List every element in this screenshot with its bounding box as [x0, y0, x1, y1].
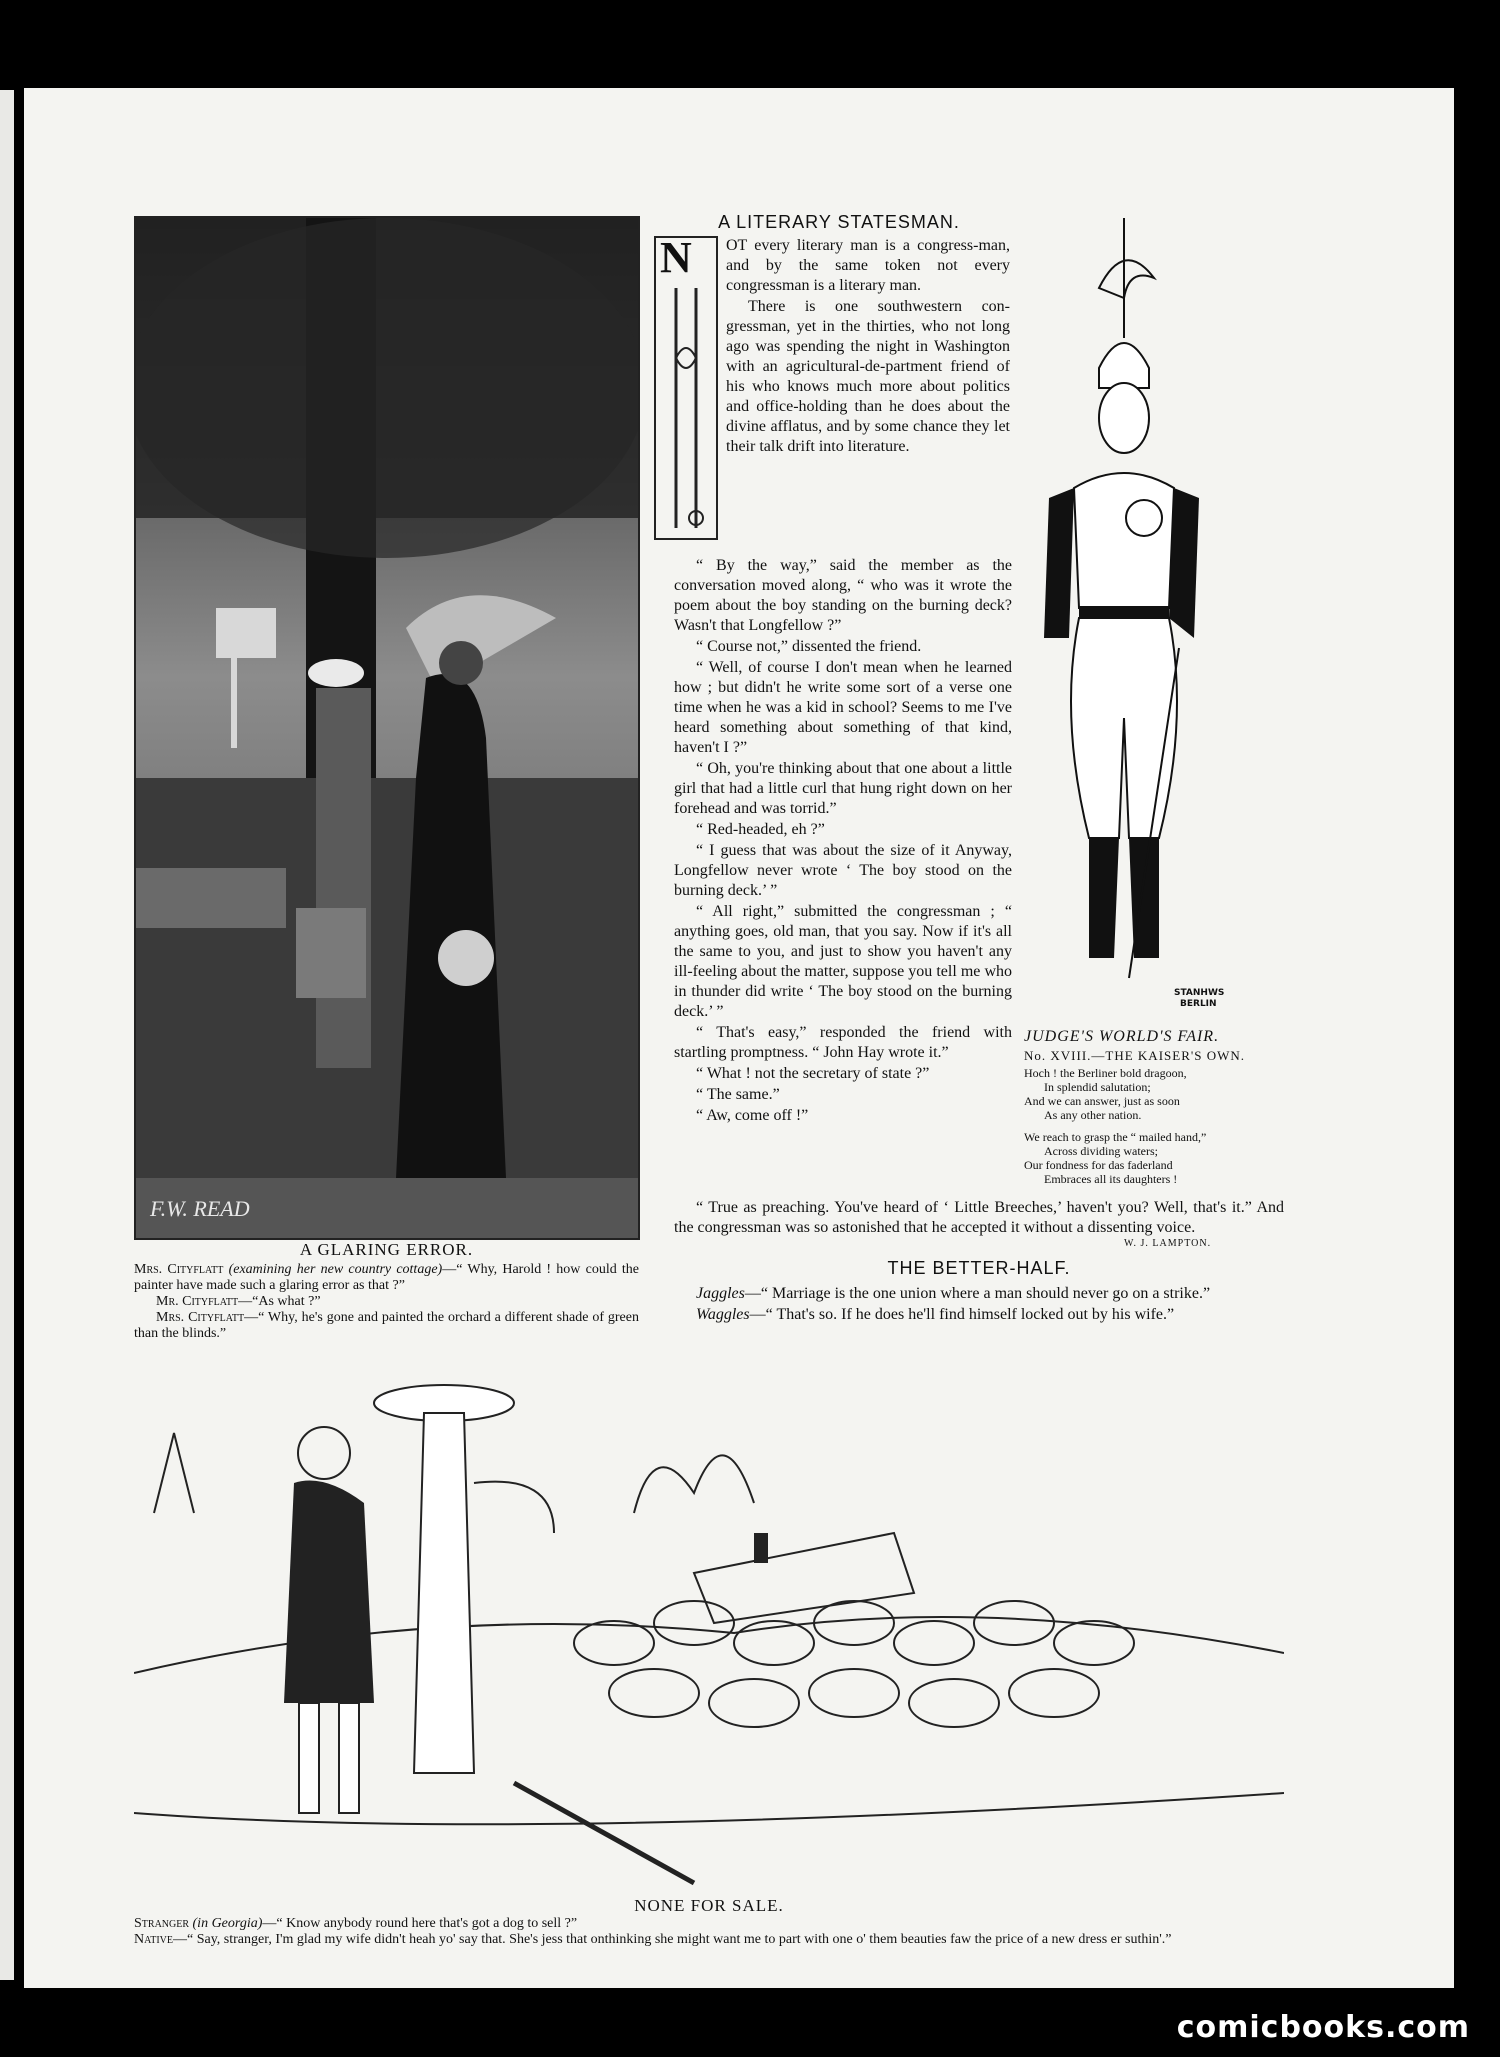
statesman-paragraph: “ True as preaching. You've heard of ‘ Little Breeches,’ haven't you? Well, that's it.” And the congressman was so astonished that he accepted it without a dissenting voice. — [674, 1199, 1284, 1236]
better-half-speaker: Jaggles — [696, 1285, 745, 1302]
kaiser-artist-signature: STANHWS BERLIN — [1174, 988, 1225, 1009]
none-for-sale-title: NONE FOR SALE. — [634, 1896, 784, 1915]
caption-line: —“ Why, he's gone and painted the orchard a different shade of green than the blinds.” — [134, 1310, 639, 1341]
none-for-sale-illustration — [134, 1373, 1284, 1893]
verse-line: As any other nation. — [1044, 1108, 1142, 1122]
statesman-column-wide — [674, 1198, 1284, 1239]
verse-line: In splendid salutation; — [1044, 1080, 1151, 1094]
statesman-paragraph: “ I guess that was about the size of it Anyway, Longfellow never wrote ‘ The boy stood on the burning deck.’ ” — [674, 842, 1012, 899]
verse-line: Embraces all its daughters ! — [1044, 1172, 1178, 1186]
better-half-text — [674, 1284, 1284, 1326]
none-for-sale-caption — [134, 1916, 1284, 1948]
worlds-fair-subtitle: No. XVIII.—THE KAISER'S OWN. — [1024, 1048, 1245, 1063]
verse-line: And we can answer, just as soon — [1024, 1094, 1180, 1108]
caption-line: —“ Say, stranger, I'm glad my wife didn't heah yo' say that. She's jess that onthinking she might want me to part with one o' them beauties faw the price of a new dress er suthin'.” — [173, 1932, 1172, 1947]
verse-line: Hoch ! the Berliner bold dragoon, — [1024, 1066, 1187, 1080]
verse-line: We reach to grasp the “ mailed hand,” — [1024, 1130, 1207, 1144]
statesman-paragraph: There is one southwestern con-gressman, yet in the thirties, who not long ago was spending the night in Washington with an agricultural-de-partment friend of his who knows much more about politics and office-holding than he does about the divine afflatus, and by some chance they let their talk drift into literature. — [726, 298, 1010, 455]
verse-line: Across dividing waters; — [1044, 1144, 1158, 1158]
caption-stage-direction: (in Georgia) — [192, 1916, 263, 1931]
dropcap-letter: N — [660, 233, 692, 282]
caption-line: —“ Know anybody round here that's got a dog to sell ?” — [262, 1916, 578, 1931]
caption-line: —“As what ?” — [238, 1294, 321, 1309]
worlds-fair-verse — [1024, 1066, 1284, 1186]
caption-speaker: Stranger — [134, 1916, 190, 1931]
statesman-paragraph: “ Oh, you're thinking about that one about a little girl that had a little curl that hung right down on her forehead and was torrid.” — [674, 760, 1012, 817]
statesman-paragraph: “ Red-headed, eh ?” — [696, 821, 825, 838]
glaring-error-illustration — [134, 216, 640, 1240]
statesman-paragraph: “ All right,” submitted the congressman ; “ anything goes, old man, that you say. Now if it's all the same to you, and just to show you haven't any ill-feeling about the matter, suppose you tell me who in thunder did write ‘ The boy stood on the burning deck.’ ” — [674, 903, 1012, 1020]
statesman-title: A LITERARY STATESMAN. — [718, 212, 960, 232]
verse-line: Our fondness for das faderland — [1024, 1158, 1173, 1172]
statesman-paragraph: OT every literary man is a congress-man, and by the same token not every congressman is a literary man. — [726, 237, 1010, 294]
site-watermark: comicbooks.com — [1176, 2010, 1470, 2045]
caption-speaker: Mrs. Cityflatt — [134, 1262, 224, 1277]
better-half-line: —“ That's so. If he does he'll find himself locked out by his wife.” — [749, 1306, 1175, 1323]
caption-stage-direction: (examining her new country cottage) — [228, 1262, 443, 1277]
statesman-paragraph: “ The same.” — [696, 1086, 780, 1103]
better-half-title: THE BETTER-HALF. — [887, 1258, 1071, 1278]
caption-speaker: Mrs. Cityflatt — [156, 1310, 245, 1325]
magazine-page — [24, 88, 1454, 1988]
statesman-paragraph: “ What ! not the secretary of state ?” — [696, 1065, 930, 1082]
statesman-paragraph: “ Well, of course I don't mean when he learned how ; but didn't he write some sort of a verse one time when he was a kid in school? Seems to me I've heard something about something of that kind, haven't I ?” — [674, 659, 1012, 756]
artist-signature: F.W. READ — [150, 1196, 250, 1221]
statesman-paragraph: “ Course not,” dissented the friend. — [696, 638, 922, 655]
statesman-paragraph: “ Aw, come off !” — [696, 1107, 809, 1124]
statesman-paragraph: “ By the way,” said the member as the conversation moved along, “ who was it wrote the poem about the boy standing on the burning deck? Wasn't that Longfellow ?” — [674, 557, 1012, 634]
better-half-line: —“ Marriage is the one union where a man should never go on a strike.” — [744, 1285, 1211, 1302]
caption-speaker: Native — [134, 1932, 173, 1947]
statesman-byline: W. J. LAMPTON. — [1124, 1238, 1212, 1249]
glaring-error-title: A GLARING ERROR. — [299, 1240, 474, 1259]
worlds-fair-title: JUDGE'S WORLD'S FAIR. — [1024, 1028, 1220, 1045]
dropcap-ornament — [654, 233, 718, 540]
glaring-error-caption — [134, 1262, 639, 1342]
caption-line: —“ Why, Harold ! how could the painter have made such a glaring error as that ?” — [134, 1262, 640, 1293]
kaisers-own-illustration — [1029, 218, 1264, 1018]
caption-speaker: Mr. Cityflatt — [156, 1294, 239, 1309]
better-half-speaker: Waggles — [696, 1306, 750, 1323]
statesman-paragraph: “ That's easy,” responded the friend with startling promptness. “ John Hay wrote it.” — [674, 1024, 1012, 1061]
statesman-column-main — [674, 556, 1012, 1127]
adjacent-page-edge — [0, 90, 14, 1980]
statesman-column-top — [726, 236, 1010, 458]
